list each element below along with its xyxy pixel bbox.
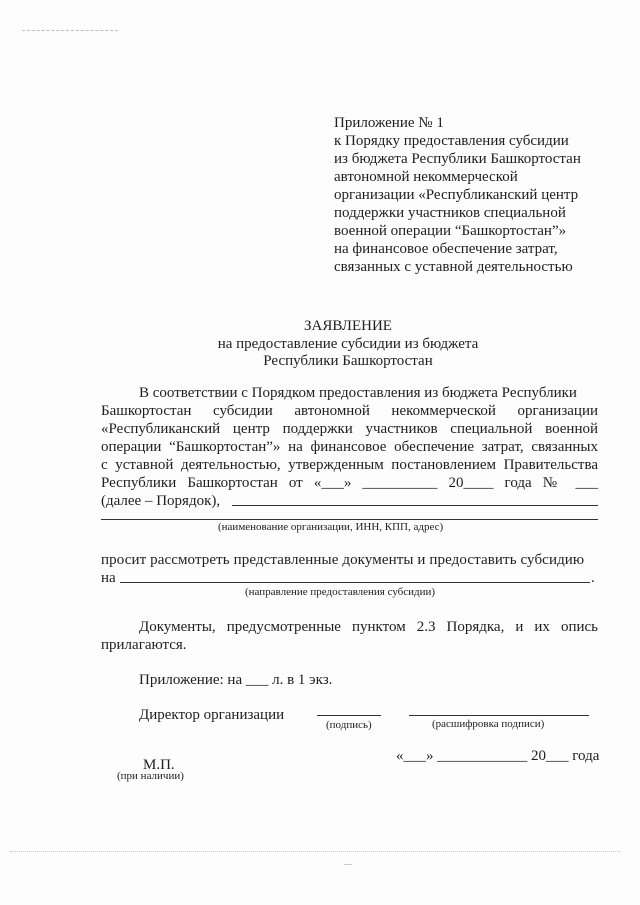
signature-decode-caption: (расшифровка подписи) (432, 718, 545, 730)
request-line: просит рассмотреть представленные документы и предоставить субсидию (101, 552, 585, 568)
annex-line: военной операции “Башкортостан”» (334, 223, 567, 239)
annex-line: поддержки участников специальной (334, 205, 566, 221)
signature-line (317, 715, 381, 716)
annex-line: связанных с уставной деятельностью (334, 259, 573, 275)
scan-speck (344, 864, 352, 865)
fill-line (120, 582, 590, 583)
paragraph-line: В соответствии с Порядком предоставления из бюджета Республики (139, 385, 577, 401)
paragraph-line: Республики Башкортостан от «___» __________ 20____ года № ___ (101, 475, 598, 491)
paragraph-line: операции “Башкортостан”» на финансовое обеспечение затрат, связанных (101, 439, 598, 455)
signature-decode-line (409, 715, 589, 716)
direction-caption: (направление предоставления субсидии) (245, 586, 436, 598)
director-label: Директор организации (139, 707, 285, 723)
request-dot: . (591, 570, 595, 586)
annex-line: организации «Республиканский центр (334, 187, 579, 203)
org-caption: (наименование организации, ИНН, КПП, адрес) (218, 521, 444, 533)
documents-line: Документы, предусмотренные пунктом 2.3 Порядка, и их опись (139, 619, 598, 635)
stamp-caption: (при наличии) (117, 770, 184, 782)
document-title: ЗАЯВЛЕНИЕ (304, 318, 392, 334)
date-line: «___» ____________ 20___ года (396, 748, 600, 764)
scan-artifact-bottom (10, 851, 620, 852)
paragraph-line: (далее – Порядок), (101, 493, 221, 509)
paragraph-line: Башкортостан субсидии автономной некоммерческой организации (101, 403, 598, 419)
request-on: на (101, 570, 116, 586)
paragraph-line: с уставной деятельностью, утвержденным постановлением Правительства (101, 457, 598, 473)
document-subtitle: на предоставление субсидии из бюджета (217, 336, 479, 352)
annex-line: автономной некоммерческой (334, 169, 518, 185)
attachment-line: Приложение: на ___ л. в 1 экз. (139, 672, 333, 688)
paragraph-line: «Республиканский центр поддержки участников специальной военной (101, 421, 598, 437)
annex-line: Приложение № 1 (334, 115, 444, 131)
annex-line: из бюджета Республики Башкортостан (334, 151, 581, 167)
signature-caption: (подпись) (326, 719, 372, 731)
annex-block (334, 114, 624, 276)
document-subtitle: Республики Башкортостан (263, 353, 433, 369)
scan-artifact-top (22, 30, 118, 31)
documents-line: прилагаются. (101, 637, 187, 653)
annex-line: на финансовое обеспечение затрат, (334, 241, 558, 257)
fill-line (101, 519, 598, 520)
stamp-label: М.П. (143, 757, 175, 773)
fill-line (232, 505, 598, 506)
annex-line: к Порядку предоставления субсидии (334, 133, 569, 149)
